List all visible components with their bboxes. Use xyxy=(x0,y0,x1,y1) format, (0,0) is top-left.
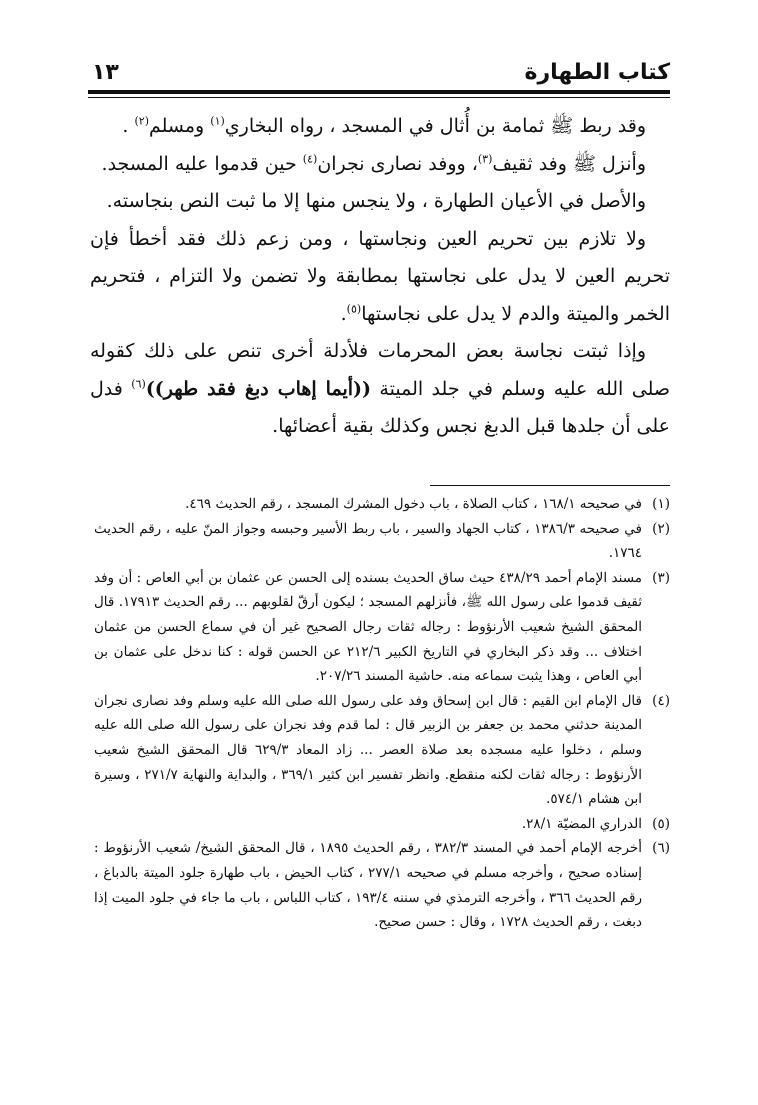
footnote-ref-6: (٦) xyxy=(131,377,146,391)
chapter-title: كتاب الطهارة xyxy=(524,60,670,85)
footnote-ref-2: (٢) xyxy=(134,114,149,128)
paragraph-2: وأنزل ﷺ وفد ثقيف$^{(٣)}$، ووفد نصارى نجران$^{(٤)}$ حين قدموا عليه المسجد. xyxy=(101,152,646,175)
footnote-text: في صحيحه ١٣٨٦/٣ ، كتاب الجهاد والسير ، باب ربط الأسير وحبسه وجواز المنّ عليه ، رقم الحديث ١٧٦٤. xyxy=(94,520,642,562)
footnote-1 xyxy=(94,492,670,517)
footnote-text: أخرجه الإمام أحمد في المسند ٣٨٢/٣ ، رقم الحديث ١٨٩٥ ، قال المحقق الشيخ/ شعيب الأرنؤوط : إسناده صحيح ، وأخرجه مسلم في صحيحه ٢٧٧/١ ، كتاب الحيض ، باب طهارة جلود الميتة بالدباغ ، رقم الحديث ٣٦٦ ، وأخرجه الترمذي في سننه ١٩٣/٤ ، كتاب اللباس ، باب ما جاء في جلود الميت إذا دبغت ، رقم الحديث ١٧٢٨ ، وقال : حسن صحيح. xyxy=(94,840,642,931)
footnote-number: (٢) xyxy=(652,520,670,537)
footnote-number: (٦) xyxy=(652,840,670,857)
paragraph-1: وقد ربط ﷺ ثمامة بن أُثال في المسجد ، رواه البخاري$^{(١)}$ ومسلم$^{(٢)}$ . xyxy=(122,114,646,137)
paragraph-4: ولا تلازم بين تحريم العين ونجاستها ، ومن زعم ذلك فقد أخطأ فإن تحريم العين لا يدل على نجاستها بمطابقة ولا تضمن ولا التزام ، فتحريم الخمر والميتة والدم لا يدل على نجاستها$^{(٥)}$. xyxy=(90,227,670,325)
footnote-ref-4: (٤) xyxy=(302,152,318,166)
footnote-ref-5: (٥) xyxy=(346,302,362,316)
paragraph-3: والأصل في الأعيان الطهارة ، ولا ينجس منها إلا ما ثبت النص بنجاسته. xyxy=(106,190,646,212)
footnote-ref-3: (٣) xyxy=(477,152,493,166)
footnote-number: (٣) xyxy=(652,569,670,586)
hadith-quote: ((أيما إهاب دبغ فقد طهر)) xyxy=(145,377,371,400)
footnote-separator xyxy=(430,485,670,486)
paragraph-5: وإذا ثبتت نجاسة بعض المحرمات فلأدلة أخرى تنص على ذلك كقوله صلى الله عليه وسلم في جلد الميتة ((أيما إهاب دبغ فقد طهر))$^{(٦)}$ فدل على أن جلدها قبل الدبغ نجس وكذلك بقية أعضائها. xyxy=(90,340,671,437)
footnote-text: قال الإمام ابن القيم : قال ابن إسحاق وفد على رسول الله صلى الله عليه وسلم وفد نصارى نجران المدينة حدثني محمد بن جعفر بن الزبير قال : لما قدم وفد نجران على رسول الله صلى الله عليه وسلم ، دخلوا عليه مسجده بعد صلاة العصر ... زاد المعاد ٦٢٩/٣ قال المحقق الشيخ شعيب الأرنؤوط : رجاله ثقات لكنه منقطع. وانظر تفسير ابن كثير ٣٦٩/١ ، والبداية والنهاية ٢٧١/٧ ، وسيرة ابن هشام ٥٧٤/١. xyxy=(94,692,642,808)
footnote-text: مسند الإمام أحمد ٤٣٨/٢٩ حيث ساق الحديث بسنده إلى الحسن عن عثمان بن أبي العاص : أن وفد ثقيف قدموا على رسول الله ﷺ، فأنزلهم المسجد ؛ ليكون أرقّ لقلوبهم ... رقم الحديث ١٧٩١٣. قال المحقق الشيخ شعيب الأرنؤوط : رجاله ثقات رجال الصحيح غير أن في سماع الحسن من عثمان اختلاف ... وقد ذكر البخاري في التاريخ الكبير ٢١٢/٦ عن الحسن قوله : كنا ندخل على عثمان بن أبي العاص ، وهذا يثبت سماعه منه. حاشية المسند ٢٠٧/٢٦. xyxy=(94,569,642,685)
footnote-number: (٥) xyxy=(652,815,670,832)
footnote-6 xyxy=(94,836,670,934)
footnote-3 xyxy=(94,566,670,689)
main-text xyxy=(90,108,670,446)
footnotes xyxy=(94,492,670,935)
footnote-4 xyxy=(94,689,670,812)
footnote-number: (١) xyxy=(652,496,670,512)
header-rule-thick xyxy=(88,90,670,94)
footnote-ref-1: (١) xyxy=(210,114,225,128)
footnote-5 xyxy=(94,812,670,837)
footnote-text: في صحيحه ١٦٨/١ ، كتاب الصلاة ، باب دخول المشرك المسجد ، رقم الحديث ٤٦٩. xyxy=(185,496,642,512)
header-rule-thin xyxy=(88,97,670,98)
footnote-text: الدراري المضيّة ٢٨/١. xyxy=(521,815,642,832)
footnote-number: (٤) xyxy=(652,692,670,709)
footnote-2 xyxy=(94,517,670,566)
page-number: ١٣ xyxy=(92,60,119,85)
running-header xyxy=(88,58,670,92)
